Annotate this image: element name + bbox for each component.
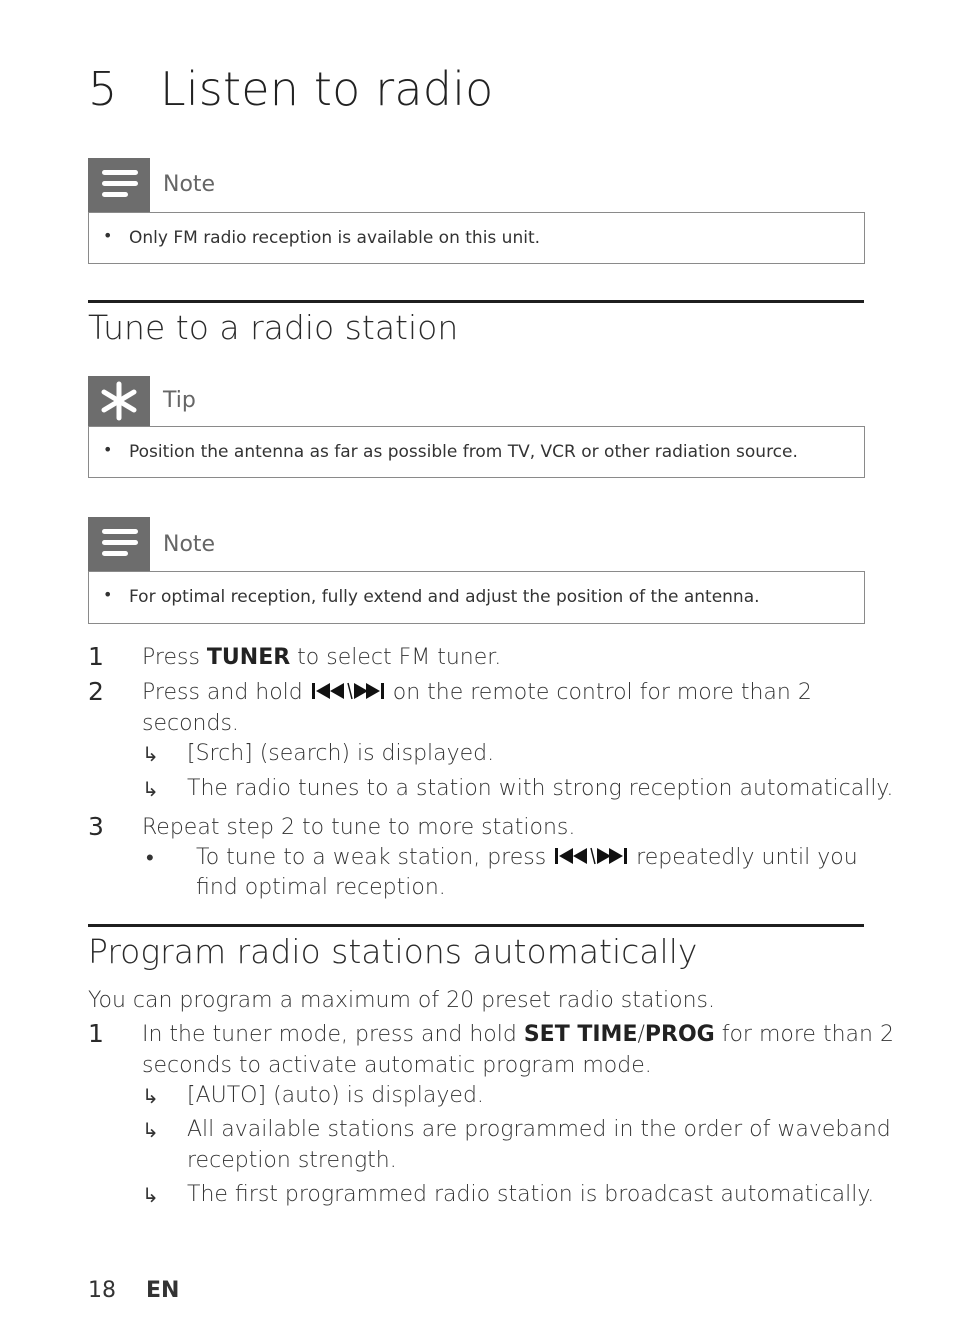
chapter-number: 5: [88, 62, 118, 116]
result-text: All available stations are programmed in the order of waveband: [187, 1117, 891, 1142]
result-arrow-icon: ↳: [142, 1183, 159, 1207]
step-text: In the tuner mode, press and hold SET TIME/PROG for more than 2: [142, 1022, 894, 1047]
bullet: •: [103, 585, 113, 604]
bullet: •: [103, 226, 113, 245]
intro-text: You can program a maximum of 20 preset radio stations.: [88, 988, 715, 1013]
sub-step-text-continued: find optimal reception.: [196, 875, 446, 900]
note-box: [88, 212, 865, 264]
result-arrow-icon: ↳: [142, 1118, 159, 1142]
tip-label: Tip: [163, 388, 196, 413]
language-label: EN: [146, 1278, 180, 1303]
sub-step-text: To tune to a weak station, press repeatedly until you: [196, 845, 858, 870]
step-number: 2: [88, 677, 104, 706]
section-title-program: Program radio stations automatically: [88, 932, 698, 971]
section-rule: [88, 300, 864, 303]
note-lines-icon: [88, 517, 150, 571]
chapter-title: Listen to radio: [160, 62, 494, 116]
result-text: [AUTO] (auto) is displayed.: [187, 1083, 484, 1108]
section-rule: [88, 924, 864, 927]
note-text: Only FM radio reception is available on this unit.: [129, 228, 541, 248]
tip-box: [88, 426, 865, 478]
note-label: Note: [163, 172, 216, 197]
tip-text: Position the antenna as far as possible from TV, VCR or other radiation source.: [129, 442, 798, 462]
section-title-tune: Tune to a radio station: [88, 308, 459, 347]
result-text-continued: reception strength.: [187, 1148, 397, 1173]
bullet: •: [103, 440, 113, 459]
step-text: Press TUNER to select FM tuner.: [142, 645, 502, 670]
page-number: 18: [88, 1278, 116, 1303]
result-text: The radio tunes to a station with strong reception automatically.: [187, 776, 894, 801]
note-text: For optimal reception, fully extend and adjust the position of the antenna.: [129, 587, 760, 607]
note-lines-icon: [88, 158, 150, 212]
result-arrow-icon: ↳: [142, 1084, 159, 1108]
prev-next-icon: [310, 681, 386, 707]
result-arrow-icon: ↳: [142, 777, 159, 801]
note-box: [88, 571, 865, 624]
step-text: Press and hold on the remote control for more than 2: [142, 680, 812, 705]
step-number: 3: [88, 812, 104, 841]
step-text-continued: seconds.: [142, 711, 239, 736]
result-text: [Srch] (search) is displayed.: [187, 741, 495, 766]
step-number: 1: [88, 642, 104, 671]
step-number: 1: [88, 1019, 104, 1048]
result-text: The first programmed radio station is broadcast automatically.: [187, 1182, 875, 1207]
sub-bullet: •: [146, 846, 154, 871]
note-label: Note: [163, 532, 216, 557]
step-text: Repeat step 2 to tune to more stations.: [142, 815, 576, 840]
step-text-continued: seconds to activate automatic program mode.: [142, 1053, 652, 1078]
prev-next-icon: [553, 846, 629, 872]
asterisk-icon: [88, 376, 150, 426]
result-arrow-icon: ↳: [142, 742, 159, 766]
